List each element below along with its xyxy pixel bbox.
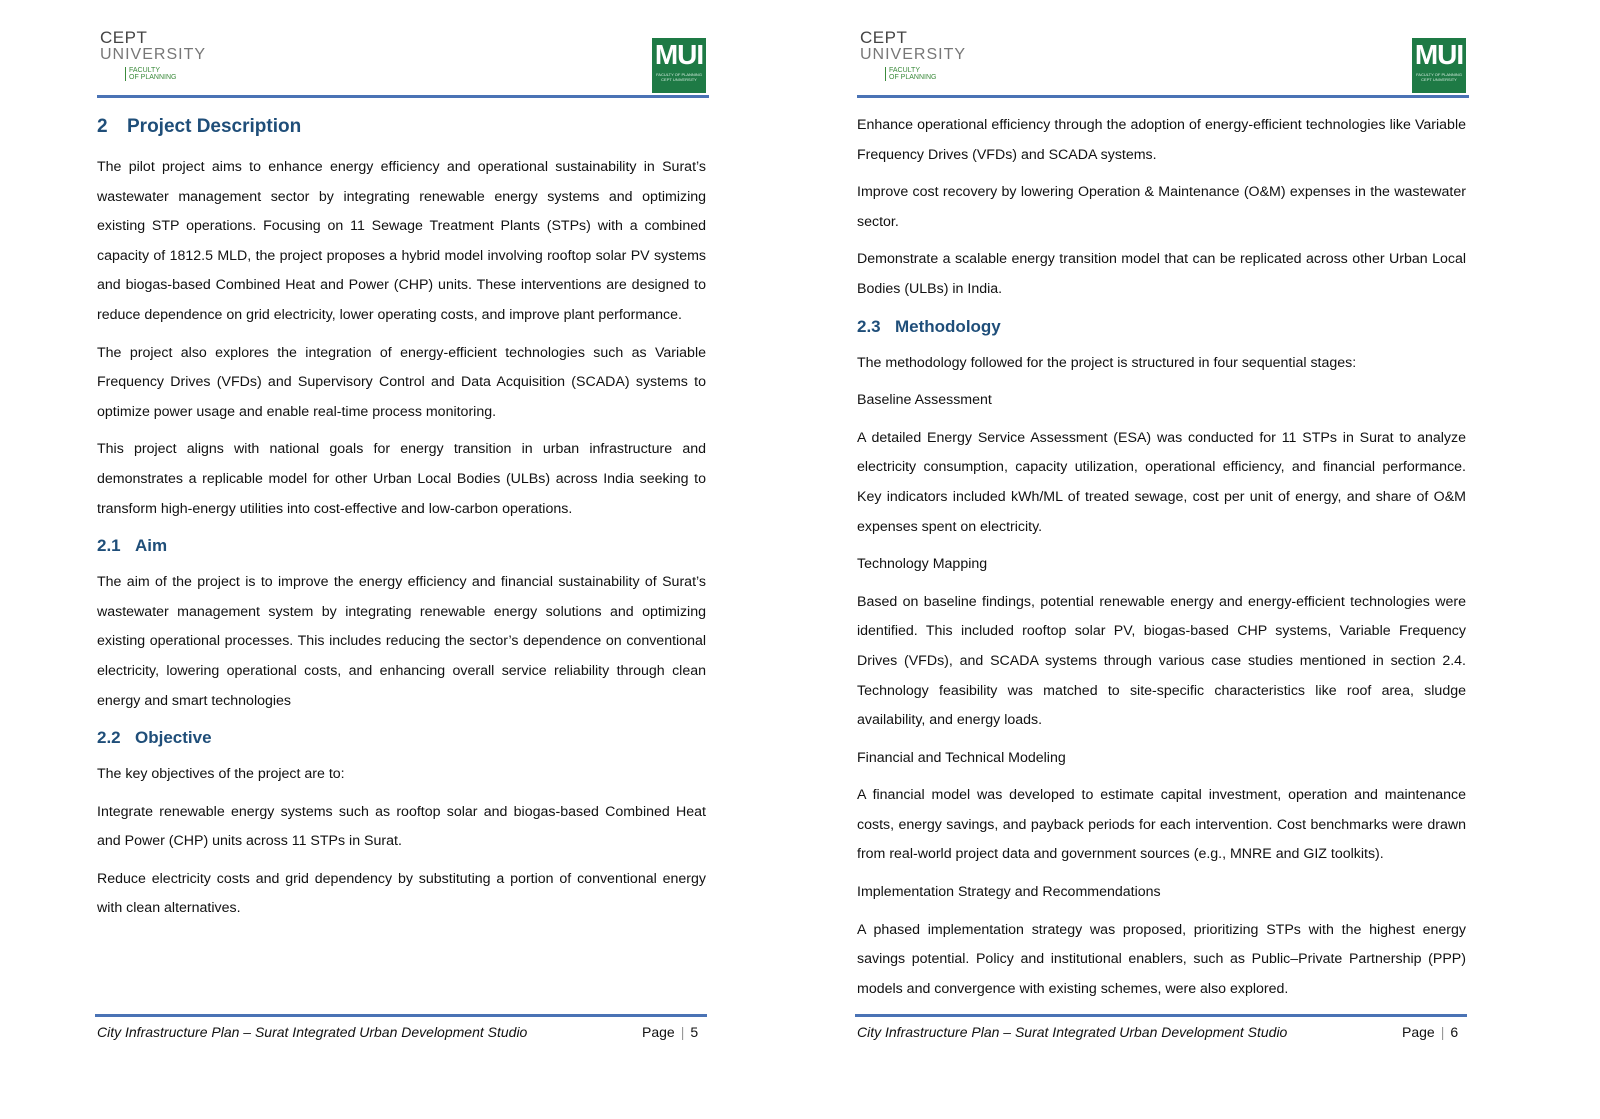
stage-title: Implementation Strategy and Recommendations	[857, 884, 1161, 901]
objective-item: Enhance operational efficiency through the adoption of energy-efficient technologies like Variable Frequency Drives (VFDs) and SCADA systems.	[857, 117, 1466, 163]
paragraph: The aim of the project is to improve the energy efficiency and financial sustainability of Surat’s wastewater management system by integrating renewable energy solutions and optimizing existing operational processes. This includes reducing the sector’s dependence on conventional electricity, lowering operational costs, and enhancing overall service reliability through clean energy and smart technologies	[97, 574, 706, 709]
objective-item: Integrate renewable energy systems such as rooftop solar and biogas-based Combined Heat and Power (CHP) units across 11 STPs in Surat.	[97, 803, 706, 850]
cept-faculty-line1: FACULTY	[129, 67, 160, 74]
stage-title: Technology Mapping	[857, 556, 988, 573]
page-label: Page	[1402, 1024, 1435, 1040]
cept-university-logo	[100, 30, 210, 85]
page-number	[642, 1024, 698, 1040]
paragraph: A detailed Energy Service Assessment (ESA) was conducted for 11 STPs in Surat to analyze electricity consumption, capacity utilization, operational efficiency, and financial performance. Key indicators included kWh/ML of treated sewage, cost per unit of energy, and share of O&M expenses spent on electricity.	[857, 429, 1466, 535]
left-page	[0, 0, 760, 1119]
left-page-content	[97, 115, 706, 932]
page-separator: |	[680, 1024, 685, 1040]
section-number: 2.2	[97, 728, 121, 748]
paragraph: The project also explores the integration of energy-efficient technologies such as Variable Frequency Drives (VFDs) and Supervisory Control and Data Acquisition (SCADA) systems to optimize power usage and enable real-time process monitoring.	[97, 344, 706, 420]
mui-logo-sub2: CEPT UNIVERSITY	[661, 77, 697, 82]
page-separator: |	[1440, 1024, 1445, 1040]
paragraph: The methodology followed for the project is structured in four sequential stages:	[857, 354, 1357, 371]
section-heading-project-description	[97, 115, 706, 139]
cept-faculty-line2: OF PLANNING	[129, 74, 177, 81]
cept-logo-line1: CEPT	[100, 28, 148, 47]
cept-logo-line2: UNIVERSITY	[100, 46, 207, 63]
paragraph: The key objectives of the project are to:	[97, 766, 345, 783]
paragraph: A financial model was developed to estimate capital investment, operation and maintenance costs, energy savings, and payback periods for each intervention. Cost benchmarks were drawn from real-world project data and government sources (e.g., MNRE and GIZ toolkits).	[857, 787, 1466, 863]
objective-item: Reduce electricity costs and grid dependency by substituting a portion of conventional energy with clean alternatives.	[97, 870, 706, 917]
page-number	[1402, 1024, 1458, 1040]
section-number: 2.1	[97, 536, 121, 556]
stage-title: Financial and Technical Modeling	[857, 749, 1066, 766]
cept-logo-line1: CEPT	[860, 28, 908, 47]
mui-logo-sub1: FACULTY OF PLANNING	[1416, 72, 1462, 77]
objective-item: Improve cost recovery by lowering Operation & Maintenance (O&M) expenses in the wastewater sector.	[857, 184, 1466, 230]
paragraph: Based on baseline findings, potential renewable energy and energy-efficient technologies were identified. This included rooftop solar PV, biogas-based CHP systems, Variable Frequency Drives (VFDs), and SCADA systems through various case studies mentioned in section 2.4. Technology feasibility was matched to site-specific characteristics like roof area, sludge availability, and energy loads.	[857, 593, 1466, 729]
section-number: 2.3	[857, 316, 881, 336]
paragraph: A phased implementation strategy was proposed, prioritizing STPs with the highest energy savings potential. Policy and institutional enablers, such as Public–Private Partnership (PPP) models and convergence with existing schemes, were also explored.	[857, 921, 1466, 997]
mui-logo	[652, 38, 706, 93]
section-title: Methodology	[895, 316, 1001, 336]
section-number: 2	[97, 116, 108, 137]
mui-logo-sub2: CEPT UNIVERSITY	[1421, 77, 1457, 82]
mui-logo-sub1: FACULTY OF PLANNING	[656, 72, 702, 77]
paragraph: This project aligns with national goals for energy transition in urban infrastructure and demonstrates a replicable model for other Urban Local Bodies (ULBs) across India seeking to transform high-energy utilities into cost-effective and low-carbon operations.	[97, 441, 706, 517]
page-number-value: 5	[690, 1024, 699, 1040]
mui-logo-text: MUI	[654, 39, 704, 70]
cept-faculty-line1: FACULTY	[889, 67, 920, 74]
section-title: Project Description	[127, 116, 302, 137]
section-title: Objective	[135, 728, 212, 748]
cept-logo-line2: UNIVERSITY	[860, 46, 967, 63]
right-page-content	[857, 111, 1466, 1012]
page-label: Page	[642, 1024, 675, 1040]
right-page	[760, 0, 1520, 1119]
cept-faculty-line2: OF PLANNING	[889, 74, 937, 81]
page-number-value: 6	[1450, 1024, 1459, 1040]
section-heading-aim	[97, 532, 706, 560]
paragraph: The pilot project aims to enhance energy efficiency and operational sustainability in Surat’s wastewater management sector by integrating renewable energy systems and optimizing existing STP operations. Focusing on 11 Sewage Treatment Plants (STPs) with a combined capacity of 1812.5 MLD, the project proposes a hybrid model involving rooftop solar PV systems and biogas-based Combined Heat and Power (CHP) units. These interventions are designed to reduce dependence on grid electricity, lower operating costs, and improve plant performance.	[97, 159, 706, 323]
cept-logo-faculty	[125, 67, 210, 81]
header-rule	[857, 95, 1469, 98]
cept-university-logo	[860, 30, 970, 85]
cept-logo-faculty	[885, 67, 970, 81]
stage-title: Baseline Assessment	[857, 392, 992, 409]
footer-title: City Infrastructure Plan – Surat Integrated Urban Development Studio	[97, 1024, 528, 1040]
header-rule	[97, 95, 709, 98]
footer-title: City Infrastructure Plan – Surat Integrated Urban Development Studio	[857, 1024, 1288, 1040]
footer-rule	[95, 1014, 707, 1017]
mui-logo	[1412, 38, 1466, 93]
section-heading-objective	[97, 724, 706, 752]
mui-logo-text: MUI	[1414, 39, 1464, 70]
objective-item: Demonstrate a scalable energy transition model that can be replicated across other Urban Local Bodies (ULBs) in India.	[857, 251, 1466, 297]
section-title: Aim	[135, 536, 168, 556]
footer-rule	[855, 1014, 1467, 1017]
section-heading-methodology	[857, 313, 1466, 341]
